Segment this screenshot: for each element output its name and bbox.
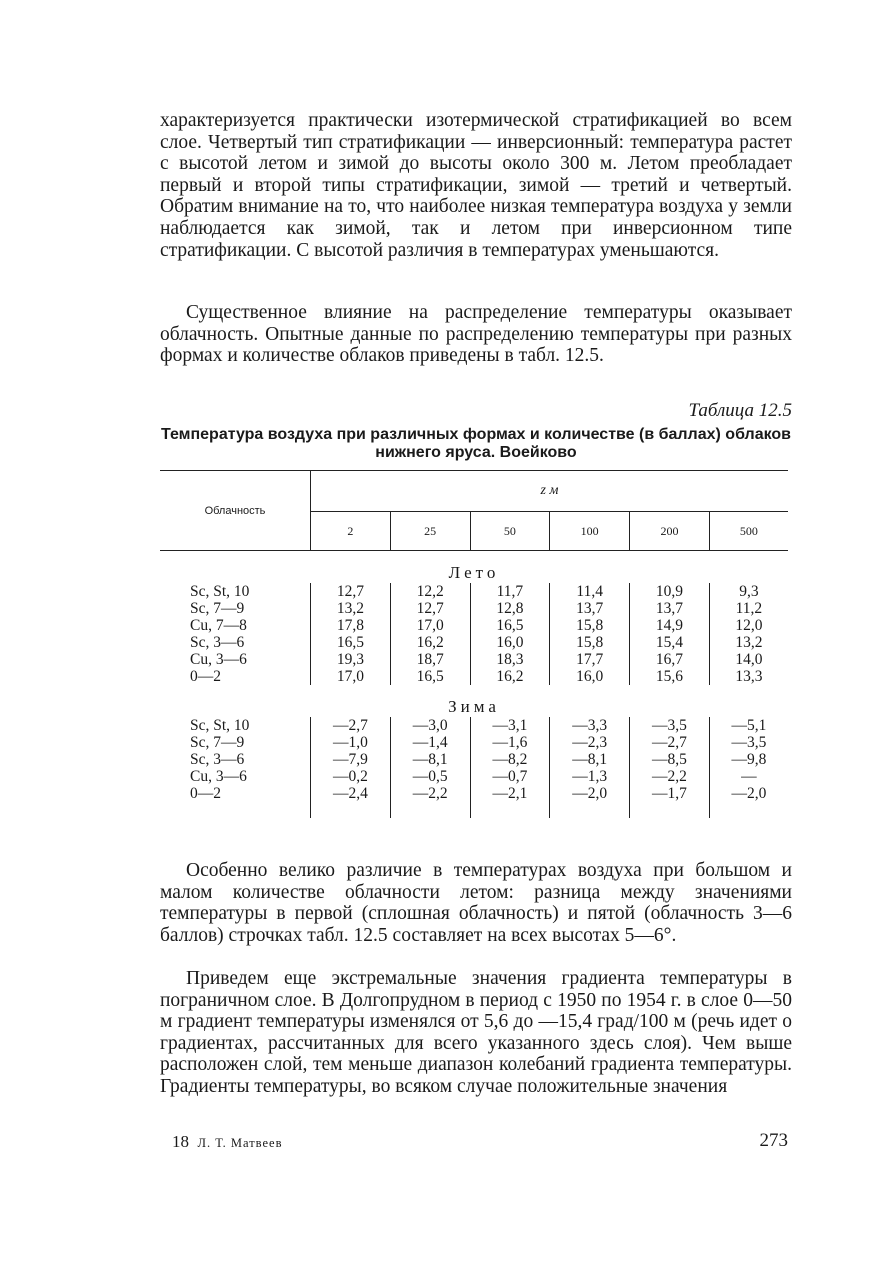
height-header: 25 [390, 512, 470, 551]
table-cell: —0,5 [390, 768, 470, 785]
row-label: Sc, St, 10 [190, 717, 250, 734]
table-row [160, 651, 788, 668]
table-cell: 16,2 [470, 668, 550, 685]
table-cell: —3,5 [709, 734, 788, 751]
table-cell: 17,8 [311, 617, 391, 634]
table-cell: 10,9 [630, 583, 710, 600]
table-cell: —2,4 [311, 785, 391, 802]
table-cell: 16,5 [390, 668, 470, 685]
row-label: Sc, 7—9 [190, 734, 245, 751]
table-cell: 16,0 [550, 668, 630, 685]
row-label: Sc, 7—9 [190, 600, 245, 617]
season-label: Лето [160, 551, 788, 584]
table-cell: —1,7 [630, 785, 710, 802]
table-cell: —1,6 [470, 734, 550, 751]
table-row [160, 617, 788, 634]
table-row [160, 600, 788, 617]
table-cell: —3,3 [550, 717, 630, 734]
table-cell: 18,3 [470, 651, 550, 668]
table-spacer-row [160, 802, 788, 818]
table-cell: —8,1 [390, 751, 470, 768]
table-cell: —1,3 [550, 768, 630, 785]
table-cell: 15,8 [550, 634, 630, 651]
table-cell: —2,2 [630, 768, 710, 785]
table-cell: 16,7 [630, 651, 710, 668]
row-label: Cu, 3—6 [190, 651, 247, 668]
temperature-table [160, 470, 788, 818]
table-cell: 16,5 [470, 617, 550, 634]
table-cell: 14,0 [709, 651, 788, 668]
column-header-height: z м [311, 471, 789, 512]
table-cell: 15,4 [630, 634, 710, 651]
row-label: 0—2 [190, 668, 221, 685]
author-name: Л. Т. Матвеев [197, 1136, 283, 1150]
table-cell: 12,0 [709, 617, 788, 634]
row-label: Sc, St, 10 [190, 583, 250, 600]
paragraph-gradients: Приведем еще экстремальные значения градиента температуры в пограничном слое. В Долгопрудном в период с 1950 по 1954 г. в слое 0—50 м градиент температуры изменялся от 5,6 до —15,4 град/100 м (речь идет о градиентах, рассчитанных для всего указанного здесь слоя). Чем выше расположен слой, тем меньше диапазон колебаний градиента температуры. Градиенты температуры, во всяком случае положительные значения [160, 968, 792, 1097]
height-header: 50 [470, 512, 550, 551]
table-cell: —9,8 [709, 751, 788, 768]
row-label: 0—2 [190, 785, 221, 802]
table-cell: 12,8 [470, 600, 550, 617]
table-cell: 13,7 [630, 600, 710, 617]
signature-number: 18 [172, 1132, 189, 1151]
table-cell: —2,1 [470, 785, 550, 802]
table-cell: —0,2 [311, 768, 391, 785]
table-cell: —8,1 [550, 751, 630, 768]
table-cell: —2,0 [709, 785, 788, 802]
table-cell: —8,5 [630, 751, 710, 768]
table-cell: 18,7 [390, 651, 470, 668]
table-cell: 13,3 [709, 668, 788, 685]
table-title: Температура воздуха при различных формах и количестве (в баллах) облаков нижнего яруса. Воейково [160, 426, 792, 461]
table-cell: 17,0 [311, 668, 391, 685]
height-header: 2 [311, 512, 391, 551]
table-cell: 16,0 [470, 634, 550, 651]
table-cell: —2,7 [311, 717, 391, 734]
paragraph-cloudiness: Существенное влияние на распределение температуры оказывает облачность. Опытные данные по распределению температуры при разных формах и количестве облаков приведены в табл. 12.5. [160, 302, 792, 367]
table-cell: —2,0 [550, 785, 630, 802]
height-header: 100 [550, 512, 630, 551]
table-cell: 15,6 [630, 668, 710, 685]
table-cell: —2,2 [390, 785, 470, 802]
page-number: 273 [759, 1130, 788, 1151]
table-cell: —8,2 [470, 751, 550, 768]
season-row [160, 685, 788, 717]
season-label: Зима [448, 697, 500, 716]
row-label: Cu, 7—8 [190, 617, 247, 634]
spacer-cell [160, 802, 311, 818]
table-cell: — [709, 768, 788, 785]
season-row [160, 551, 788, 584]
page-footer-signature [172, 1132, 283, 1152]
spacer-cell [550, 802, 630, 818]
table-cell: —3,0 [390, 717, 470, 734]
table-cell: 14,9 [630, 617, 710, 634]
table-row [160, 751, 788, 768]
table-row [160, 668, 788, 685]
table-cell: 12,7 [311, 583, 391, 600]
table-row [160, 734, 788, 751]
table-row [160, 583, 788, 600]
table-cell: 12,7 [390, 600, 470, 617]
table-cell: 11,4 [550, 583, 630, 600]
table-cell: 16,5 [311, 634, 391, 651]
height-header: 500 [709, 512, 788, 551]
table-cell: 12,2 [390, 583, 470, 600]
spacer-cell [709, 802, 788, 818]
spacer-cell [470, 802, 550, 818]
table-row [160, 785, 788, 802]
table-cell: 11,7 [470, 583, 550, 600]
column-header-cloudiness: Облачность [160, 471, 311, 551]
table-row [160, 634, 788, 651]
table-cell: —7,9 [311, 751, 391, 768]
spacer-cell [311, 802, 391, 818]
table-cell: 16,2 [390, 634, 470, 651]
table-cell: 13,2 [709, 634, 788, 651]
table-label: Таблица 12.5 [688, 400, 792, 421]
spacer-cell [630, 802, 710, 818]
row-label: Cu, 3—6 [190, 768, 247, 785]
paragraph-stratification: характеризуется практически изотермической стратификацией во всем слое. Четвертый тип стратификации — инверсионный: температура растет с высотой летом и зимой до высоты около 300 м. Летом преобладает первый и второй типы стратификации, зимой — третий и четвертый. Обратим внимание на то, что наиболее низкая температура воздуха у земли наблюдается как зимой, так и летом при инверсионном типе стратификации. С высотой различия в температурах уменьшаются. [160, 110, 792, 261]
table-row [160, 717, 788, 734]
table-row [160, 768, 788, 785]
table-cell: 17,0 [390, 617, 470, 634]
table-cell: 17,7 [550, 651, 630, 668]
table-cell: 11,2 [709, 600, 788, 617]
table-cell: —2,7 [630, 734, 710, 751]
table-body [160, 551, 788, 819]
row-label: Sc, 3—6 [190, 634, 245, 651]
table-cell: —1,0 [311, 734, 391, 751]
row-label: Sc, 3—6 [190, 751, 245, 768]
table-cell: —3,5 [630, 717, 710, 734]
table-cell: 13,2 [311, 600, 391, 617]
table-cell: 15,8 [550, 617, 630, 634]
height-header: 200 [630, 512, 710, 551]
table-cell: —5,1 [709, 717, 788, 734]
table-cell: 19,3 [311, 651, 391, 668]
table-cell: —2,3 [550, 734, 630, 751]
paragraph-differences: Особенно велико различие в температурах воздуха при большом и малом количестве облачности летом: разница между значениями температуры в первой (сплошная облачность) и пятой (облачность 3—6 баллов) строчках табл. 12.5 составляет на всех высотах 5—6°. [160, 860, 792, 946]
table-cell: —1,4 [390, 734, 470, 751]
table-cell: 9,3 [709, 583, 788, 600]
table-cell: —0,7 [470, 768, 550, 785]
table-cell: —3,1 [470, 717, 550, 734]
table-cell: 13,7 [550, 600, 630, 617]
spacer-cell [390, 802, 470, 818]
